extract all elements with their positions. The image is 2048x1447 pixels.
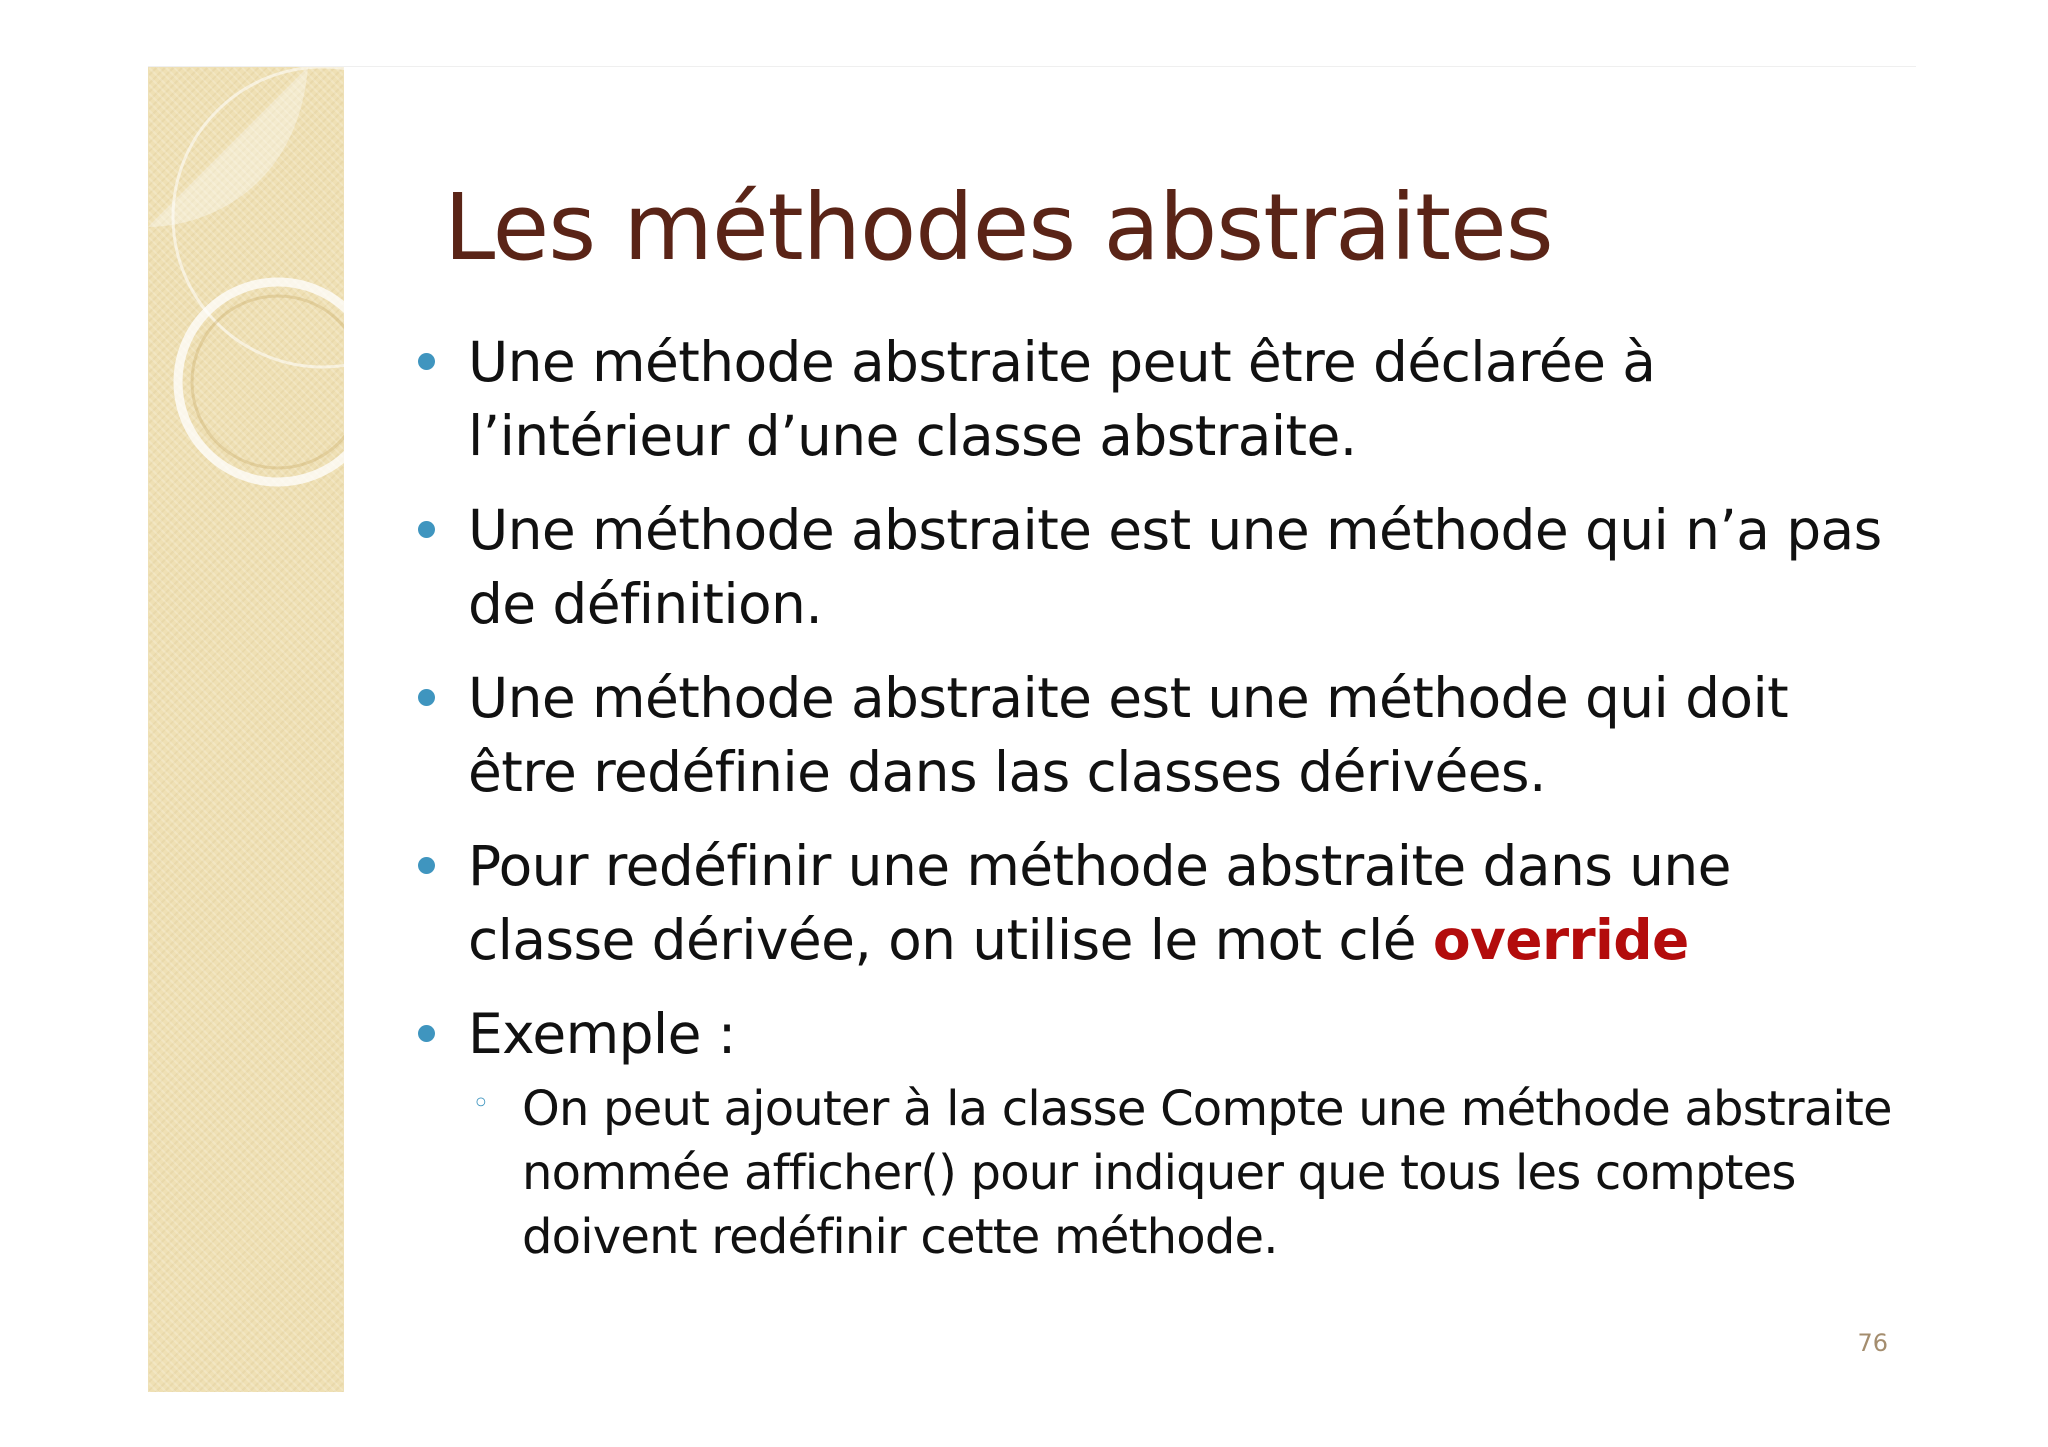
sub-bullet-list: [468, 1077, 1898, 1269]
bullet-dot-icon: [418, 1025, 435, 1042]
bullet-item: [418, 325, 1898, 473]
slide: [148, 66, 1916, 1392]
bullet-dot-icon: [418, 857, 435, 874]
bullet-dot-icon: [418, 521, 435, 538]
bullet-text: Exemple :: [468, 1002, 736, 1066]
bullet-item: [418, 829, 1898, 977]
bullet-text: Une méthode abstraite est une méthode qui doit être redéfinie dans las classes dérivées.: [468, 666, 1789, 804]
bullet-dot-icon: [418, 353, 435, 370]
override-keyword: override: [1432, 908, 1689, 972]
bullet-item: [418, 997, 1898, 1269]
bullet-list: [418, 325, 1898, 1289]
decorative-circles-icon: [148, 67, 344, 1392]
bullet-dot-icon: [418, 689, 435, 706]
sub-bullet-item: [468, 1077, 1898, 1269]
bullet-text: Une méthode abstraite peut être déclarée à l’intérieur d’une classe abstraite.: [468, 330, 1656, 468]
bullet-text: Une méthode abstraite est une méthode qui n’a pas de définition.: [468, 498, 1882, 636]
page-number: 76: [1857, 1329, 1888, 1357]
decorative-side-band: [148, 67, 344, 1392]
slide-title: Les méthodes abstraites: [444, 174, 1553, 281]
hollow-circle-bullet-icon: ◦: [472, 1086, 489, 1121]
bullet-item: [418, 661, 1898, 809]
sub-bullet-text: On peut ajouter à la classe Compte une méthode abstraite nommée afficher() pour indiquer que tous les comptes doivent redéfinir cette méthode.: [522, 1081, 1892, 1265]
bullet-item: [418, 493, 1898, 641]
bullet-text: Pour redéfinir une méthode abstraite dans une classe dérivée, on utilise le mot clé: [468, 834, 1731, 972]
